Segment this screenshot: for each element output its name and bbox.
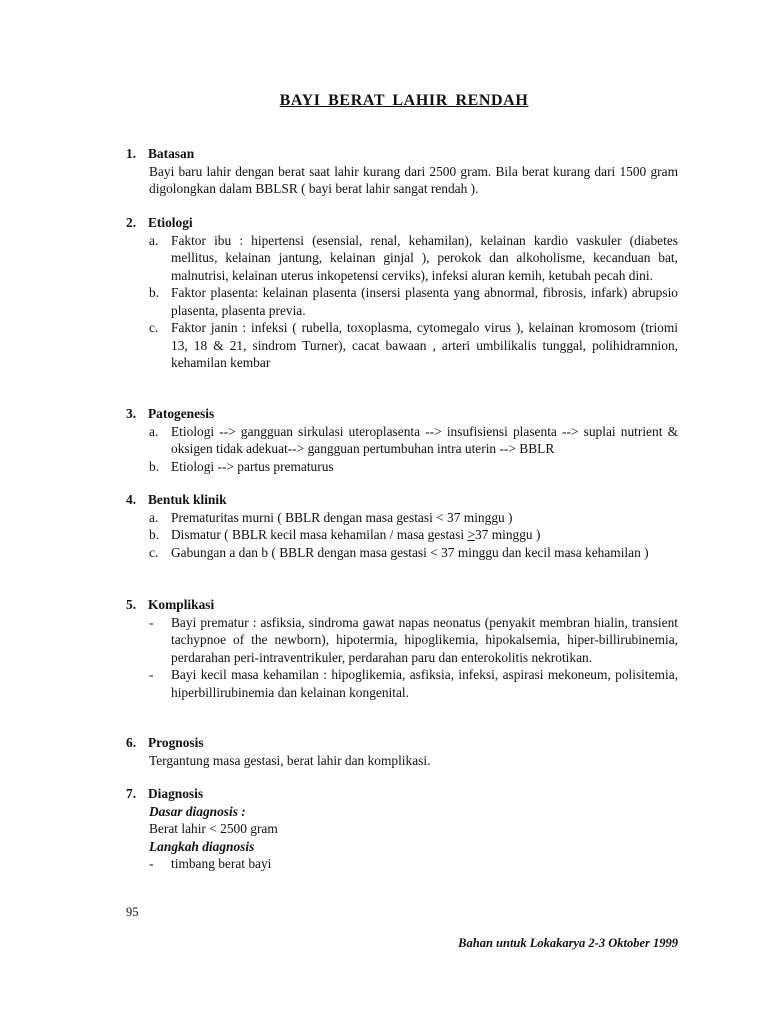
list-item [149,232,678,285]
list-marker: - [149,614,154,630]
page-number: 95 [126,905,139,919]
subheading-langkah-diagnosis: Langkah diagnosis [149,838,255,854]
section-text: Berat lahir < 2500 gram [149,821,278,836]
section-prognosis [126,734,678,769]
list-item [149,614,678,667]
section-heading: Etiologi [148,215,193,230]
list-item [149,855,678,873]
list-marker: a. [149,232,159,248]
section-etiologi [126,214,678,372]
greater-equal-sign: > [467,527,475,542]
list-text [171,526,678,544]
list-text: Bayi prematur : asfiksia, sindroma gawat napas neonatus (penyakit membran hialin, transient tachypnoe of the newborn), hipotermia, hipoglikemia, hipokalsemia, hiper-billirubinemia, perdarahan peri-intraventrikuler, perdarahan paru dan enterokolitis nekrotikan. [171,614,678,665]
list-item [149,423,678,458]
section-bentuk-klinik [126,491,678,561]
section-patogenesis [126,405,678,475]
list-text: Gabungan a dan b ( BBLR dengan masa gestasi < 37 minggu dan kecil masa kehamilan ) [171,544,649,560]
list-text: Etiologi --> gangguan sirkulasi uteroplasenta --> insufisiensi plasenta --> suplai nutrient & oksigen tidak adekuat--> gangguan pertumbuhan intra uterin --> BBLR [171,423,678,456]
section-text: Tergantung masa gestasi, berat lahir dan komplikasi. [149,752,431,768]
section-heading: Patogenesis [148,406,215,421]
section-number: 5. [126,597,137,612]
list-text: Faktor ibu : hipertensi (esensial, renal, kehamilan), kelainan kardio vaskuler (diabetes mellitus, kelainan jantung, kelainan ginjal ), perokok dan alkoholisme, kecanduan bat, malnutrisi, kelainan uterus inkopetensi cerviks), infeksi aluran kemih, ketubah pecah dini. [171,232,678,283]
list-text: Prematuritas murni ( BBLR dengan masa gestasi < 37 minggu ) [171,509,513,525]
section-batasan [126,145,678,198]
list-item [149,458,678,476]
subheading-dasar-diagnosis: Dasar diagnosis : [149,803,246,819]
list-item [149,526,678,544]
section-heading: Diagnosis [148,786,204,801]
section-number: 1. [126,146,137,161]
section-komplikasi [126,596,678,701]
list-item [149,319,678,372]
section-heading: Komplikasi [148,597,215,612]
list-item [149,284,678,319]
section-number: 6. [126,735,137,750]
section-heading: Batasan [148,146,195,161]
list-item [149,666,678,701]
list-marker: c. [149,320,159,335]
section-number: 3. [126,406,137,421]
page-footer: Bahan untuk Lokakarya 2-3 Oktober 1999 [458,936,678,950]
list-item [149,509,678,527]
list-text: Etiologi --> partus prematurus [171,458,334,474]
section-diagnosis [126,785,678,873]
list-item [149,544,678,562]
page-title: BAYI BERAT LAHIR RENDAH [279,92,529,109]
list-marker: c. [149,544,159,560]
list-marker: a. [149,509,159,525]
section-number: 2. [126,215,137,230]
section-number: 4. [126,492,137,507]
list-marker: b. [149,458,160,474]
section-heading: Bentuk klinik [148,492,227,507]
list-marker: - [149,667,154,682]
list-text: Faktor janin : infeksi ( rubella, toxoplasma, cytomegalo virus ), kelainan kromosom (triomi 13, 18 & 21, sindrom Turner), cacat bawaan , arteri umbilikalis tunggal, polihidramnion, kehamilan kembar [171,320,678,370]
list-marker: - [149,856,154,871]
list-text-part: Dismatur ( BBLR kecil masa kehamilan / masa gestasi [171,527,468,542]
list-text-part: 37 minggu ) [474,527,541,542]
list-text: Faktor plasenta: kelainan plasenta (insersi plasenta yang abnormal, fibrosis, infark) abrupsio plasenta, plasenta previa. [171,285,678,318]
list-marker: b. [149,285,160,300]
list-text: timbang berat bayi [171,856,272,871]
section-text: Bayi baru lahir dengan berat saat lahir kurang dari 2500 gram. Bila berat kurang dari 1500 gram digolongkan dalam BBLSR ( bayi berat lahir sangat rendah ). [149,163,678,196]
list-text: Bayi kecil masa kehamilan : hipoglikemia, asfiksia, infeksi, aspirasi mekoneum, polisitemia, hiperbillirubinemia dan kelainan kongenital. [171,667,678,700]
list-marker: b. [149,527,160,542]
list-marker: a. [149,423,159,439]
section-number: 7. [126,786,137,801]
section-heading: Prognosis [148,735,204,750]
